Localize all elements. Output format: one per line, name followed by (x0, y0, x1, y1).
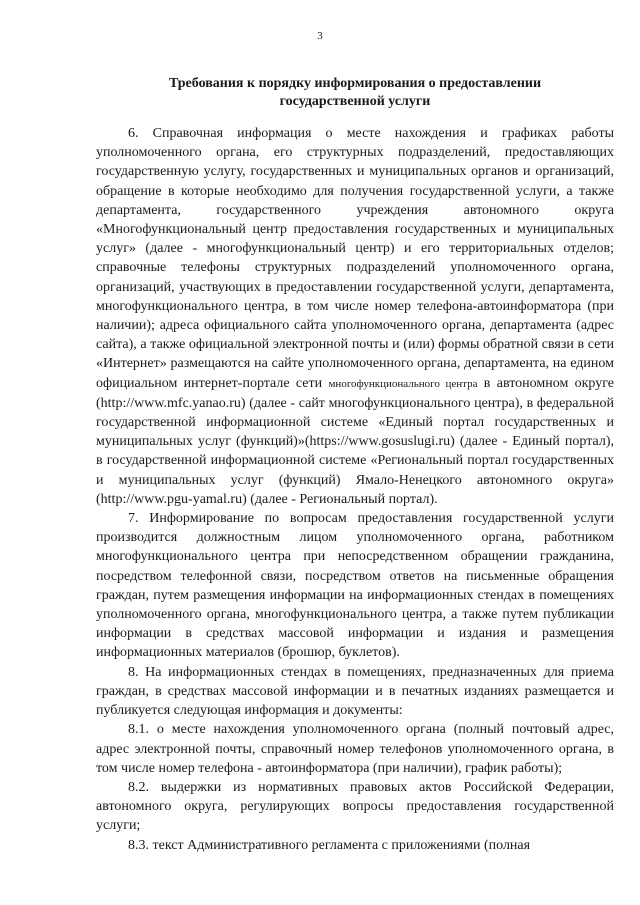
paragraph-6 (96, 124, 614, 509)
paragraph-8: 8. На информационных стендах в помещениях, предназначенных для приема граждан, в средствах массовой информации и в печатных изданиях размещается и публикуется следующая информация и документы: (96, 664, 614, 719)
paragraph-6-small-text: многофункционального центра (328, 377, 478, 390)
paragraph-6-part-2: в автономном округе (http://www.mfc.yanao.ru) (далее - сайт многофункционального центра), в федеральной государственной информационной системе «Единый портал государственных и муниципальных услуг (функций)»(https://www.gosuslugi.ru) (далее - Единый портал), в государственной информационной системе «Региональный портал государственных и муниципальных услуг (функций) Ямало-Ненецкого автономного округа» (http://www.pgu-yamal.ru) (далее - Региональный портал). (96, 375, 615, 507)
paragraph-8-3: 8.3. текст Административного регламента с приложениями (полная (128, 837, 531, 853)
page-number: 3 (317, 30, 323, 42)
section-title (96, 75, 614, 111)
section-title-line-2: государственной услуги (279, 94, 431, 109)
section-title-line-1: Требования к порядку информирования о предоставлении (168, 76, 542, 91)
paragraph-6-part-1: 6. Справочная информация о месте нахождения и графиках работы уполномоченного органа, его структурных подразделений, предоставляющих государственную услугу, государственных и муниципальных органов и организаций, обращение в которые необходимо для получения государственной услуги, а также департамента, государственного учреждения автономного округа «Многофункциональный центр предоставления государственных и муниципальных услуг» (далее - многофункциональный центр) и его территориальных отделов; справочные телефоны структурных подразделений уполномоченного органа, организаций, участвующих в предоставлении государственной услуги, департамента, многофункционального центра, в том числе номер телефона-автоинформатора (при наличии); адреса официального сайта уполномоченного органа, департамента (адрес сайта), а также официальной электронной почты и (или) формы обратной связи в сети «Интернет» размещаются на сайте уполномоченного органа, департамента, на едином официальном интернет-портале сети (96, 126, 614, 391)
paragraph-7: 7. Информирование по вопросам предоставления государственной услуги производится должностным лицом уполномоченного органа, работником многофункционального центра при непосредственном обращении гражданина, посредством телефонной связи, посредством ответов на письменные обращения граждан, путем размещения информации на информационных стендах в помещениях уполномоченного органа, многофункционального центра, а также путем публикации информации в средствах массовой информации и издания и размещения информационных материалов (брошюр, буклетов). (96, 511, 614, 661)
document-body (96, 124, 614, 855)
paragraph-8-1: 8.1. о месте нахождения уполномоченного органа (полный почтовый адрес, адрес электронной почты, справочный номер телефонов уполномоченного органа, в том числе номер телефона - автоинформатора (при наличии), график работы); (96, 722, 614, 776)
paragraph-8-2: 8.2. выдержки из нормативных правовых актов Российской Федерации, автономного округа, регулирующих вопросы предоставления государственной услуги; (96, 779, 614, 834)
